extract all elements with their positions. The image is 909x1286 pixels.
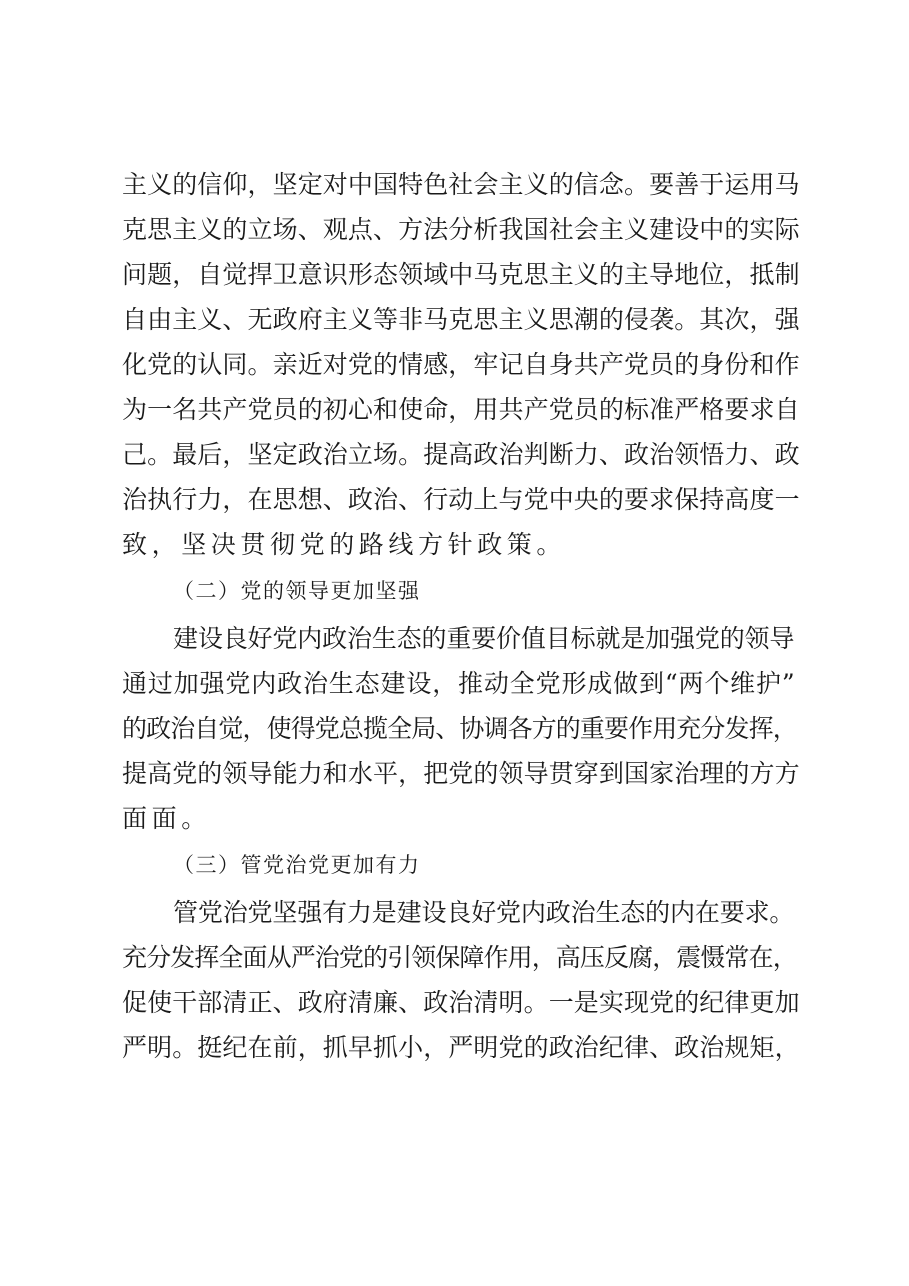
paragraph-line: 主义的信仰，坚定对中国特色社会主义的信念。要善于运用马 xyxy=(122,170,800,199)
paragraph-line: 促使干部清正、政府清廉、政治清明。一是实现党的纪律更加 xyxy=(122,988,800,1017)
paragraph-line: 治执行力，在思想、政治、行动上与党中央的要求保持高度一 xyxy=(122,485,800,514)
paragraph-line: 己。最后，坚定政治立场。提高政治判断力、政治领悟力、政 xyxy=(122,440,800,469)
paragraph-line: 充分发挥全面从严治党的引领保障作用，高压反腐，震慑常在， xyxy=(122,943,797,972)
paragraph-line: 的政治自觉，使得党总揽全局、协调各方的重要作用充分发挥， xyxy=(122,714,797,743)
section-heading: （三）管党治党更加有力 xyxy=(173,853,421,877)
paragraph-line: 自由主义、无政府主义等非马克思主义思潮的侵袭。其次，强 xyxy=(122,305,800,334)
paragraph-line: 问题，自觉捍卫意识形态领域中马克思主义的主导地位，抵制 xyxy=(122,260,800,289)
paragraph-line: 建设良好党内政治生态的重要价值目标就是加强党的领导 xyxy=(173,624,795,653)
paragraph-line: 面面。 xyxy=(122,804,211,833)
paragraph-line: 管党治党坚强有力是建设良好党内政治生态的内在要求。 xyxy=(173,898,795,927)
section-heading: （二）党的领导更加坚强 xyxy=(173,579,421,603)
paragraph-line: 克思主义的立场、观点、方法分析我国社会主义建设中的实际 xyxy=(122,215,800,244)
paragraph-line: 致，坚决贯彻党的路线方针政策。 xyxy=(122,530,567,559)
paragraph-line: 为一名共产党员的初心和使命，用共产党员的标准严格要求自 xyxy=(122,395,800,424)
paragraph-line: 通过加强党内政治生态建设，推动全党形成做到“两个维护” xyxy=(122,669,796,698)
paragraph-line: 化党的认同。亲近对党的情感，牢记自身共产党员的身份和作 xyxy=(122,350,800,379)
paragraph-line: 提高党的领导能力和水平，把党的领导贯穿到国家治理的方方 xyxy=(122,759,800,788)
paragraph-line: 严明。挺纪在前，抓早抓小，严明党的政治纪律、政治规矩， xyxy=(122,1033,800,1062)
